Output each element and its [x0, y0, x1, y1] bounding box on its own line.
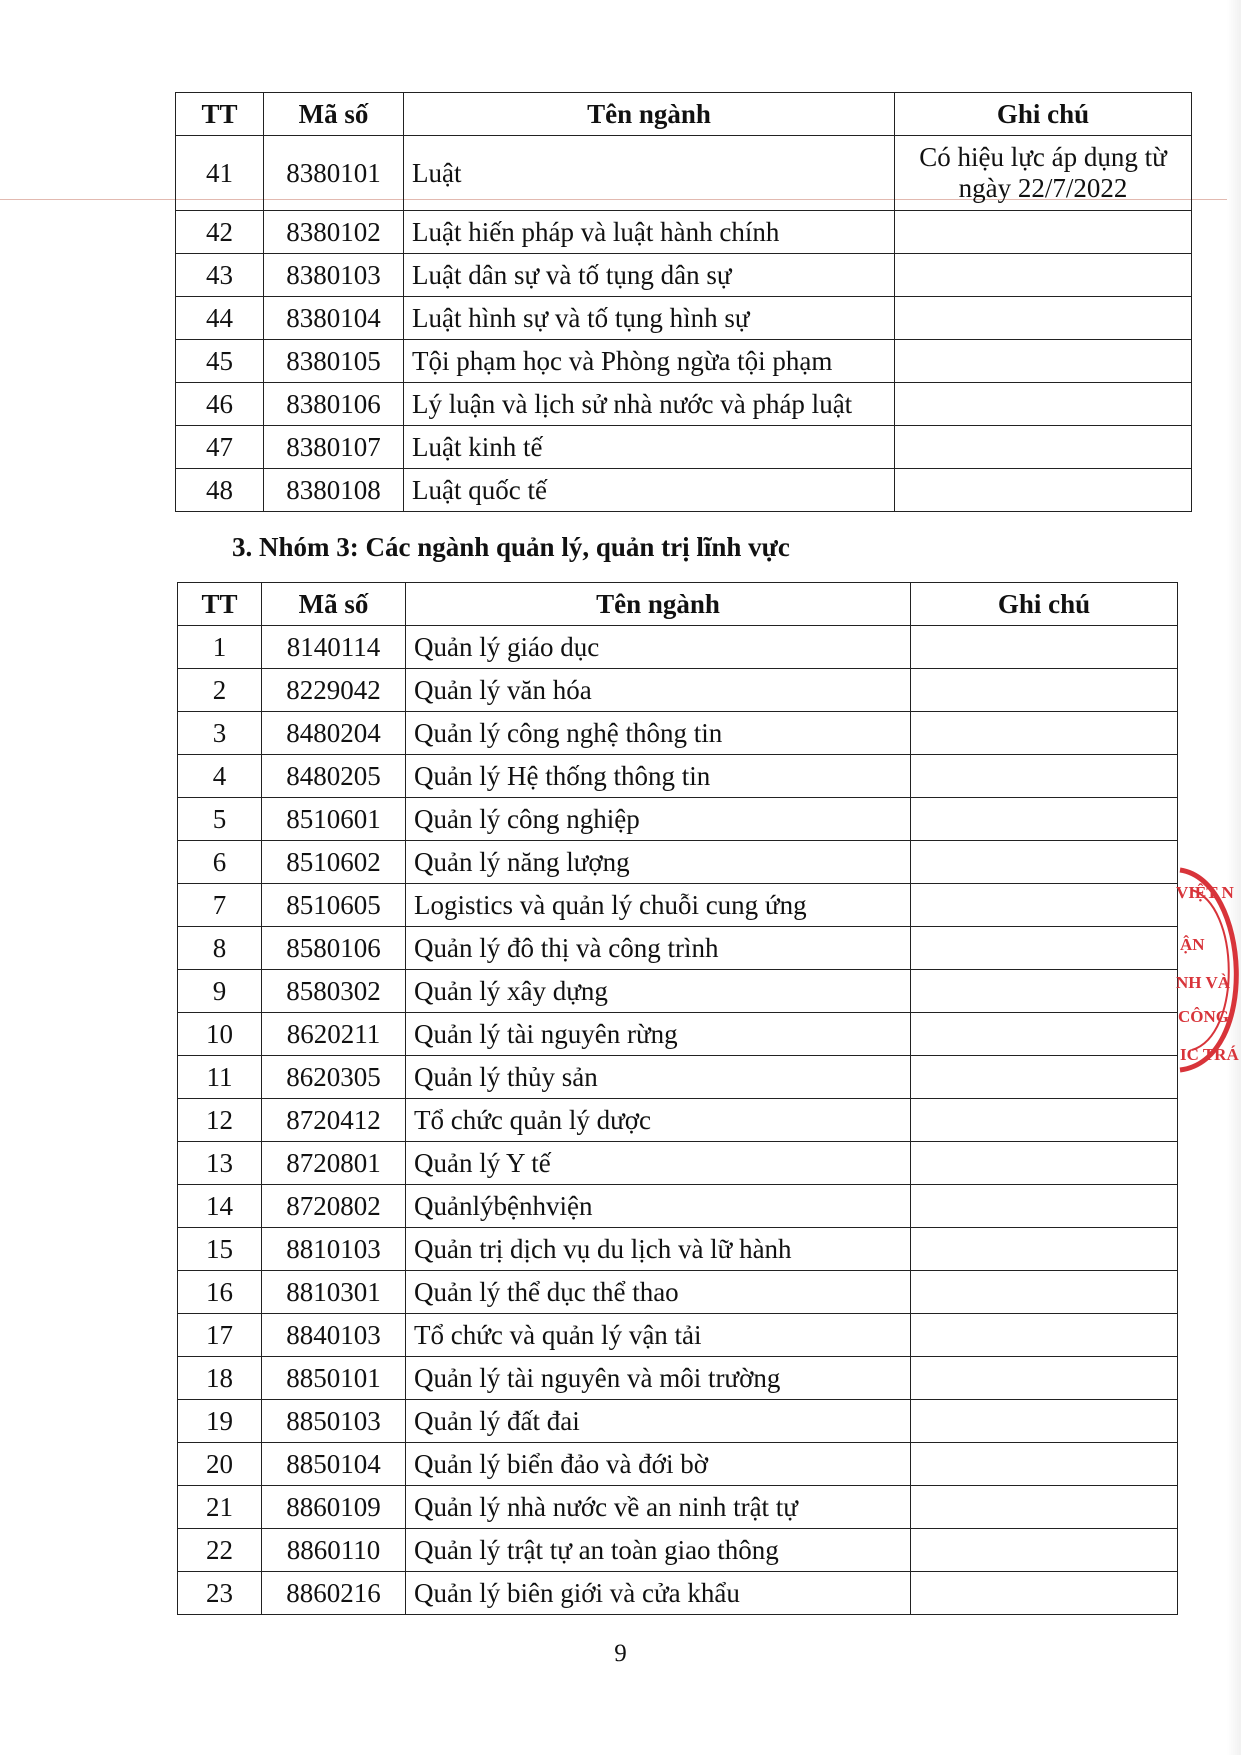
row-note — [895, 383, 1192, 426]
row-number: 23 — [178, 1572, 262, 1615]
row-note — [911, 1529, 1178, 1572]
major-code: 8810103 — [262, 1228, 406, 1271]
major-code: 8229042 — [262, 669, 406, 712]
row-number: 1 — [178, 626, 262, 669]
major-code: 8380101 — [264, 136, 404, 211]
table-row — [178, 1185, 1178, 1228]
major-code: 8860109 — [262, 1486, 406, 1529]
row-number: 22 — [178, 1529, 262, 1572]
row-number: 46 — [176, 383, 264, 426]
major-code: 8620211 — [262, 1013, 406, 1056]
table-row — [178, 669, 1178, 712]
major-name: Quản lý thể dục thể thao — [406, 1271, 911, 1314]
major-name: Quản lý biên giới và cửa khẩu — [406, 1572, 911, 1615]
row-number: 45 — [176, 340, 264, 383]
table-row — [178, 1486, 1178, 1529]
page-number: 9 — [614, 1640, 627, 1667]
major-code: 8380105 — [264, 340, 404, 383]
major-name: Quản lý xây dựng — [406, 970, 911, 1013]
major-name: Quản lý đô thị và công trình — [406, 927, 911, 970]
row-note — [911, 1099, 1178, 1142]
table-row — [176, 340, 1192, 383]
seal-text-fragment: VIỆT N — [1176, 883, 1234, 902]
major-code: 8380104 — [264, 297, 404, 340]
row-number: 12 — [178, 1099, 262, 1142]
row-note — [911, 970, 1178, 1013]
major-name: Tội phạm học và Phòng ngừa tội phạm — [404, 340, 895, 383]
major-code: 8850104 — [262, 1443, 406, 1486]
table-header-row — [178, 583, 1178, 626]
row-note — [911, 1271, 1178, 1314]
header-name: Tên ngành — [404, 93, 895, 136]
seal-text-fragment: CÔNG — [1178, 1007, 1229, 1026]
row-number: 11 — [178, 1056, 262, 1099]
seal-text-fragment: IC TRÁ — [1180, 1045, 1239, 1064]
major-name: Quản lý Y tế — [406, 1142, 911, 1185]
row-note — [911, 1443, 1178, 1486]
row-note — [911, 927, 1178, 970]
row-number: 15 — [178, 1228, 262, 1271]
row-number: 20 — [178, 1443, 262, 1486]
major-code: 8480204 — [262, 712, 406, 755]
table-row — [176, 211, 1192, 254]
header-code: Mã số — [262, 583, 406, 626]
row-note — [911, 1572, 1178, 1615]
row-note — [895, 426, 1192, 469]
row-number: 43 — [176, 254, 264, 297]
major-code: 8480205 — [262, 755, 406, 798]
major-code: 8580302 — [262, 970, 406, 1013]
major-code: 8380107 — [264, 426, 404, 469]
table-row — [178, 1529, 1178, 1572]
major-code: 8860110 — [262, 1529, 406, 1572]
major-code: 8380108 — [264, 469, 404, 512]
table-row — [178, 1314, 1178, 1357]
major-name: Luật quốc tế — [404, 469, 895, 512]
table-row — [178, 1099, 1178, 1142]
major-name: Quản lý Hệ thống thông tin — [406, 755, 911, 798]
section-title: 3. Nhóm 3: Các ngành quản lý, quản trị lĩnh vực — [232, 532, 790, 562]
row-note — [911, 712, 1178, 755]
table-row — [178, 884, 1178, 927]
major-name: Luật dân sự và tố tụng dân sự — [404, 254, 895, 297]
row-number: 7 — [178, 884, 262, 927]
row-note — [911, 1357, 1178, 1400]
major-name: Luật — [404, 136, 895, 211]
table-row — [178, 1443, 1178, 1486]
major-name: Quản lý trật tự an toàn giao thông — [406, 1529, 911, 1572]
header-code: Mã số — [264, 93, 404, 136]
header-tt: TT — [176, 93, 264, 136]
major-code: 8720412 — [262, 1099, 406, 1142]
row-note — [895, 211, 1192, 254]
major-name: Quản lý giáo dục — [406, 626, 911, 669]
row-note — [911, 626, 1178, 669]
header-tt: TT — [178, 583, 262, 626]
row-note — [895, 340, 1192, 383]
major-code: 8850103 — [262, 1400, 406, 1443]
row-number: 13 — [178, 1142, 262, 1185]
row-note — [911, 1314, 1178, 1357]
major-code: 8620305 — [262, 1056, 406, 1099]
row-note — [895, 254, 1192, 297]
major-name: Quản lý biển đảo và đới bờ — [406, 1443, 911, 1486]
major-name: Luật hiến pháp và luật hành chính — [404, 211, 895, 254]
major-name: Quản lý năng lượng — [406, 841, 911, 884]
table-row — [178, 1400, 1178, 1443]
major-code: 8580106 — [262, 927, 406, 970]
table-row — [178, 626, 1178, 669]
table-row — [178, 1142, 1178, 1185]
row-number: 4 — [178, 755, 262, 798]
row-note — [911, 1228, 1178, 1271]
header-name: Tên ngành — [406, 583, 911, 626]
row-number: 21 — [178, 1486, 262, 1529]
row-number: 14 — [178, 1185, 262, 1228]
major-name: Quản lý thủy sản — [406, 1056, 911, 1099]
major-name: Tổ chức và quản lý vận tải — [406, 1314, 911, 1357]
row-number: 41 — [176, 136, 264, 211]
official-seal-stamp — [1170, 860, 1241, 1080]
row-note — [911, 669, 1178, 712]
major-code: 8860216 — [262, 1572, 406, 1615]
row-number: 6 — [178, 841, 262, 884]
major-code: 8720801 — [262, 1142, 406, 1185]
row-number: 47 — [176, 426, 264, 469]
row-number: 9 — [178, 970, 262, 1013]
header-note: Ghi chú — [911, 583, 1178, 626]
table-row — [178, 1572, 1178, 1615]
major-code: 8380106 — [264, 383, 404, 426]
major-code: 8510605 — [262, 884, 406, 927]
major-name: Luật hình sự và tố tụng hình sự — [404, 297, 895, 340]
row-note — [895, 469, 1192, 512]
table-row — [176, 297, 1192, 340]
major-code: 8510601 — [262, 798, 406, 841]
major-code: 8720802 — [262, 1185, 406, 1228]
row-number: 10 — [178, 1013, 262, 1056]
row-note — [911, 755, 1178, 798]
table-row — [178, 712, 1178, 755]
row-note — [911, 1013, 1178, 1056]
major-code: 8840103 — [262, 1314, 406, 1357]
table-row — [178, 1357, 1178, 1400]
table-row — [178, 1271, 1178, 1314]
row-note — [911, 1486, 1178, 1529]
row-note — [895, 297, 1192, 340]
major-name: Quản lý văn hóa — [406, 669, 911, 712]
row-note — [911, 841, 1178, 884]
table-row — [178, 841, 1178, 884]
major-name: Tổ chức quản lý dược — [406, 1099, 911, 1142]
row-note — [911, 1400, 1178, 1443]
major-name: Quản lý nhà nước về an ninh trật tự — [406, 1486, 911, 1529]
row-note — [911, 1185, 1178, 1228]
major-name: Logistics và quản lý chuỗi cung ứng — [406, 884, 911, 927]
row-number: 2 — [178, 669, 262, 712]
table-row — [178, 1013, 1178, 1056]
major-code: 8810301 — [262, 1271, 406, 1314]
table-row — [178, 755, 1178, 798]
table-row — [176, 426, 1192, 469]
header-note: Ghi chú — [895, 93, 1192, 136]
row-number: 18 — [178, 1357, 262, 1400]
majors-table-law — [175, 92, 1192, 512]
major-code: 8380103 — [264, 254, 404, 297]
table-row — [176, 136, 1192, 211]
row-number: 16 — [178, 1271, 262, 1314]
table-row — [176, 469, 1192, 512]
major-code: 8140114 — [262, 626, 406, 669]
major-name: Quản lý công nghệ thông tin — [406, 712, 911, 755]
table-row — [178, 927, 1178, 970]
row-note — [911, 798, 1178, 841]
row-number: 17 — [178, 1314, 262, 1357]
table-row — [176, 254, 1192, 297]
table-row — [178, 1228, 1178, 1271]
row-number: 48 — [176, 469, 264, 512]
major-code: 8380102 — [264, 211, 404, 254]
major-code: 8850101 — [262, 1357, 406, 1400]
row-number: 8 — [178, 927, 262, 970]
major-name: Quản lý công nghiệp — [406, 798, 911, 841]
major-name: Luật kinh tế — [404, 426, 895, 469]
row-number: 44 — [176, 297, 264, 340]
major-name: Quản lý tài nguyên rừng — [406, 1013, 911, 1056]
major-name: Quản trị dịch vụ du lịch và lữ hành — [406, 1228, 911, 1271]
row-number: 5 — [178, 798, 262, 841]
row-note: Có hiệu lực áp dụng từ ngày 22/7/2022 — [895, 136, 1192, 211]
row-number: 3 — [178, 712, 262, 755]
row-note — [911, 1142, 1178, 1185]
major-name: Quảnlýbệnhviện — [406, 1185, 911, 1228]
major-name: Quản lý tài nguyên và môi trường — [406, 1357, 911, 1400]
majors-table-management — [177, 582, 1178, 1615]
seal-text-fragment: NH VÀ — [1176, 973, 1230, 992]
row-note — [911, 884, 1178, 927]
table-row — [178, 970, 1178, 1013]
table-header-row — [176, 93, 1192, 136]
table-row — [178, 1056, 1178, 1099]
major-name: Lý luận và lịch sử nhà nước và pháp luật — [404, 383, 895, 426]
major-code: 8510602 — [262, 841, 406, 884]
row-note — [911, 1056, 1178, 1099]
row-number: 42 — [176, 211, 264, 254]
table-row — [176, 383, 1192, 426]
seal-text-fragment: ẬN — [1180, 935, 1205, 954]
row-number: 19 — [178, 1400, 262, 1443]
table-row — [178, 798, 1178, 841]
major-name: Quản lý đất đai — [406, 1400, 911, 1443]
